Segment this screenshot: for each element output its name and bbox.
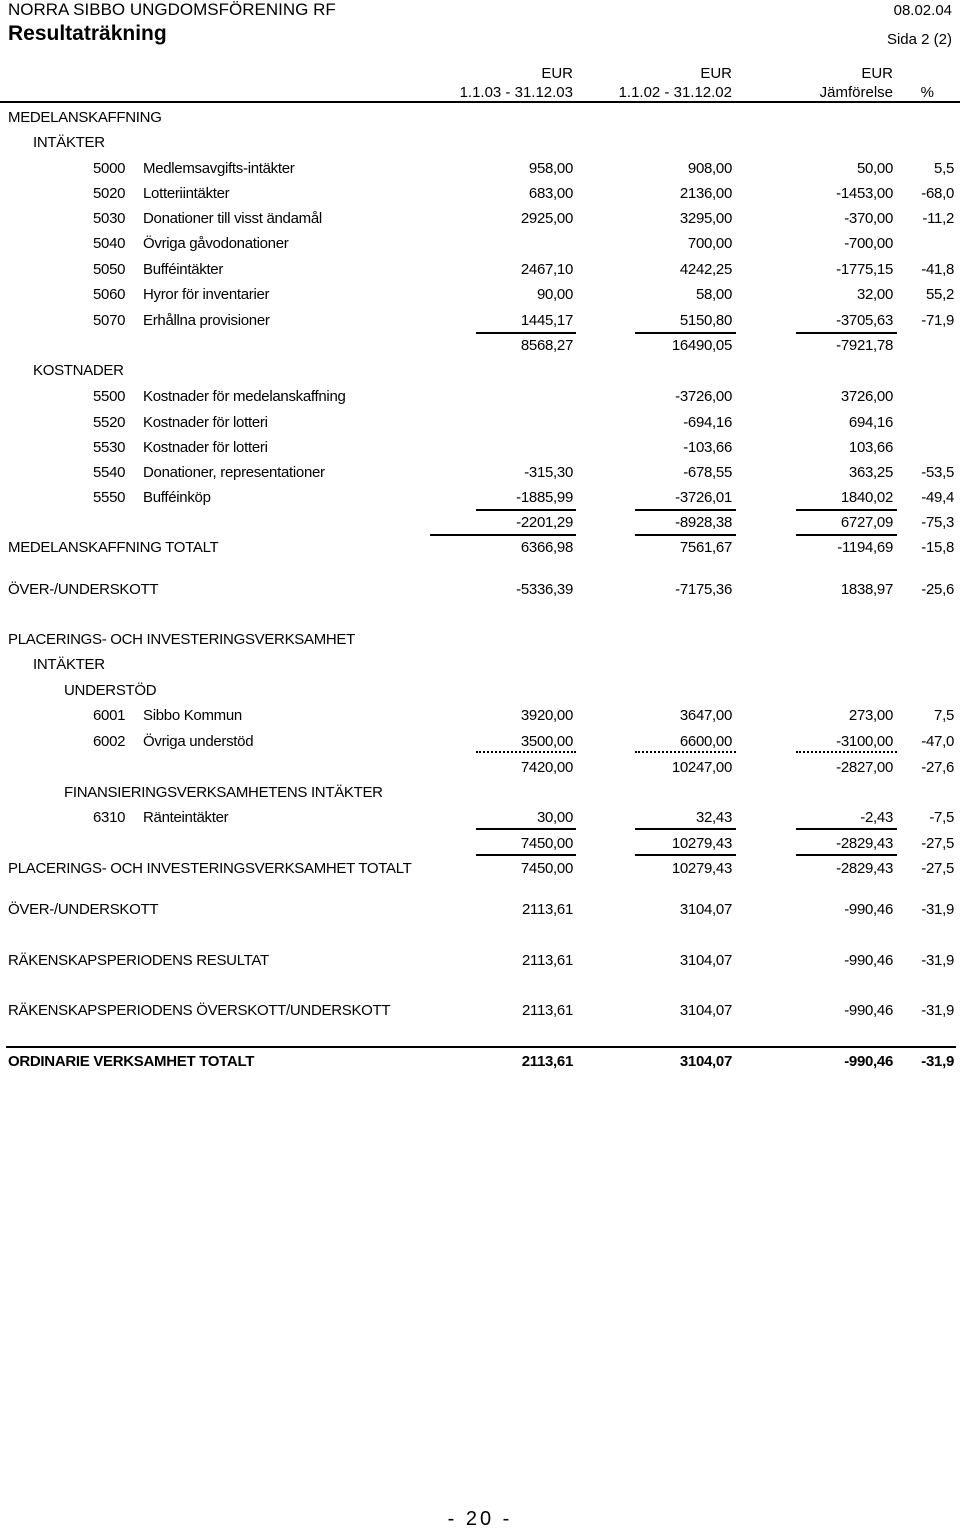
subtotal-row: 8568,27 16490,05 -7921,78 <box>520 337 893 354</box>
dotted-underline <box>635 751 736 753</box>
section-heading: PLACERINGS- OCH INVESTERINGSVERKSAMHET <box>8 631 355 648</box>
table-row: 5530 Kostnader för lotteri -103,66 103,66 <box>93 439 893 456</box>
page-indicator: Sida 2 (2) <box>886 31 952 48</box>
subtotal-row: 7420,00 10247,00 -2827,00 -27,6 <box>520 759 954 776</box>
period1-header: 1.1.03 - 31.12.03 <box>459 84 573 101</box>
report-date: 08.02.04 <box>893 2 952 19</box>
underline <box>796 509 897 511</box>
subsection-heading: UNDERSTÖD <box>64 682 157 699</box>
underline <box>796 828 897 830</box>
currency-header-3: EUR <box>861 65 893 82</box>
underline <box>796 534 897 536</box>
table-row: 5520 Kostnader för lotteri -694,16 694,16 <box>93 414 893 431</box>
table-row: 5060 Hyror för inventarier 90,00 58,00 32,00 55,2 <box>93 286 954 303</box>
underline <box>476 509 576 511</box>
subsection-heading: FINANSIERINGSVERKSAMHETENS INTÄKTER <box>64 784 383 801</box>
underline <box>635 509 736 511</box>
table-row: 5030 Donationer till visst ändamål 2925,00 3295,00 -370,00 -11,2 <box>93 210 954 227</box>
currency-header-2: EUR <box>700 65 732 82</box>
total-row: RÄKENSKAPSPERIODENS ÖVERSKOTT/UNDERSKOTT 2113,61 3104,07 -990,46 -31,9 <box>8 1002 954 1019</box>
underline <box>796 854 897 856</box>
dotted-underline <box>796 751 897 753</box>
underline <box>635 828 736 830</box>
subsection-heading: KOSTNADER <box>33 362 124 379</box>
page-title: Resultaträkning <box>8 22 167 45</box>
subtotal-row: -2201,29 -8928,38 6727,09 -75,3 <box>516 514 954 531</box>
subtotal-row: 7450,00 10279,43 -2829,43 -27,5 <box>520 835 954 852</box>
total-row: MEDELANSKAFFNING TOTALT 6366,98 7561,67 -1194,69 -15,8 <box>8 539 954 556</box>
table-row: 5550 Bufféinköp -1885,99 -3726,01 1840,02 -49,4 <box>93 489 954 506</box>
percent-header: % <box>920 84 934 101</box>
table-row: 5000 Medlemsavgifts-intäkter 958,00 908,00 50,00 5,5 <box>93 160 954 177</box>
section-heading: MEDELANSKAFFNING <box>8 109 162 126</box>
period2-header: 1.1.02 - 31.12.02 <box>618 84 732 101</box>
underline <box>635 332 736 334</box>
table-row: 5070 Erhållna provisioner 1445,17 5150,80 -3705,63 -71,9 <box>93 312 954 329</box>
page-number: - 20 - <box>447 1508 513 1530</box>
underline <box>476 828 576 830</box>
table-row: 5050 Bufféintäkter 2467,10 4242,25 -1775,15 -41,8 <box>93 261 954 278</box>
table-row: 5040 Övriga gåvodonationer 700,00 -700,00 <box>93 235 893 252</box>
underline <box>635 534 736 536</box>
table-row: 5500 Kostnader för medelanskaffning -3726,00 3726,00 <box>93 388 893 405</box>
table-row: 6001 Sibbo Kommun 3920,00 3647,00 273,00 7,5 <box>93 707 954 724</box>
total-row: ÖVER-/UNDERSKOTT -5336,39 -7175,36 1838,97 -25,6 <box>8 581 954 598</box>
currency-header-1: EUR <box>541 65 573 82</box>
total-row: PLACERINGS- OCH INVESTERINGSVERKSAMHET TOTALT 7450,00 10279,43 -2829,43 -27,5 <box>8 860 954 877</box>
underline <box>476 854 576 856</box>
subsection-heading: INTÄKTER <box>33 134 105 151</box>
total-row: RÄKENSKAPSPERIODENS RESULTAT 2113,61 3104,07 -990,46 -31,9 <box>8 952 954 969</box>
organization-name: NORRA SIBBO UNGDOMSFÖRENING RF <box>8 0 336 19</box>
divider-rule <box>6 1046 956 1048</box>
underline <box>635 854 736 856</box>
table-row: 6002 Övriga understöd 3500,00 6600,00 -3100,00 -47,0 <box>93 733 954 750</box>
dotted-underline <box>476 751 576 753</box>
total-row: ÖVER-/UNDERSKOTT 2113,61 3104,07 -990,46 -31,9 <box>8 901 954 918</box>
table-row: 5020 Lotteriintäkter 683,00 2136,00 -1453,00 -68,0 <box>93 185 954 202</box>
underline <box>476 332 576 334</box>
underline <box>796 332 897 334</box>
underline <box>430 534 576 536</box>
comparison-header: Jämförelse <box>819 84 893 101</box>
grand-total-row: ORDINARIE VERKSAMHET TOTALT 2113,61 3104,07 -990,46 -31,9 <box>8 1053 954 1070</box>
header-divider <box>0 101 960 103</box>
table-row: 5540 Donationer, representationer -315,30 -678,55 363,25 -53,5 <box>93 464 954 481</box>
table-row: 6310 Ränteintäkter 30,00 32,43 -2,43 -7,5 <box>93 809 954 826</box>
subsection-heading: INTÄKTER <box>33 656 105 673</box>
